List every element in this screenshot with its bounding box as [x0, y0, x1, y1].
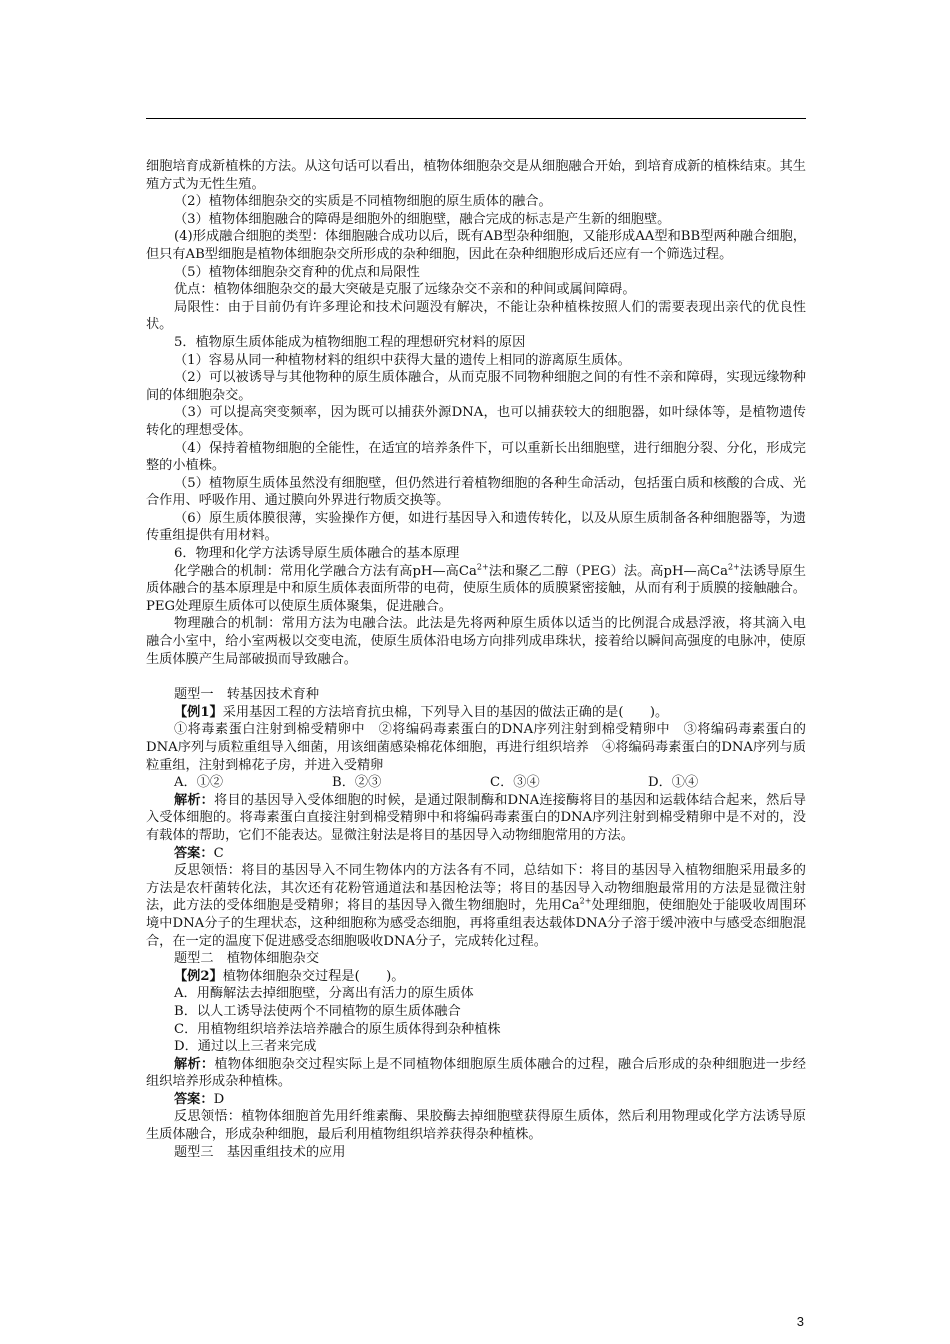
paragraph: 物理融合的机制：常用方法为电融合法。此法是先将两种原生质体以适当的比例混合成悬浮液，将其滴入电融合小室中，给小室两极以交变电流，使原生质体沿电场方向排列成串珠状，接着给以瞬间高强度的电脉冲，使原生质体膜产生局部破损而导致融合。: [146, 616, 806, 667]
question-type-heading: 题型二 植物体细胞杂交: [174, 951, 320, 967]
example-1-items: ①将毒素蛋白注射到棉受精卵中 ②将编码毒素蛋白的DNA序列注射到棉受精卵中 ③将编码毒素蛋白的DNA序列与质粒重组导入细菌，用该细菌感染棉花体细胞，再进行组织培养 ④将编码毒素蛋白的DNA序列与质粒重组，注射到棉花子房，并进入受精卵: [146, 722, 806, 773]
paragraph: （2）可以被诱导与其他物种的原生质体融合，从而克服不同物种细胞之间的有性不亲和障碍，实现远缘物种间的体细胞杂交。: [146, 370, 806, 403]
question-type-heading: 题型三 基因重组技术的应用: [174, 1144, 346, 1160]
paragraph: （1）容易从同一种植物材料的组织中获得大量的遗传上相同的游离原生质体。: [174, 352, 631, 368]
example-label: 【例2】: [174, 968, 223, 984]
example-2-reflection: 反思领悟：植物体细胞首先用纤维素酶、果胶酶去掉细胞壁获得原生质体，然后利用物理或化学方法诱导原生质体融合，形成杂种细胞，最后利用植物组织培养获得杂种植株。: [146, 1109, 806, 1143]
option: C．③④: [490, 775, 540, 791]
answer-value: C: [213, 845, 224, 861]
text-run: 反思领悟：将目的基因导入不同生物体内的方法各有不同，总结如下：将目的基因导入植物细胞采用最多的方法是农杆菌转化法，其次还有花粉管通道法和基因枪法等；将目的基因导入动物细胞最常用的方法是显微注射法，此方法的受体细胞是受精卵；将目的基因导入微生物细胞时，先用Ca: [146, 863, 806, 914]
text-run: 处理细胞，使细胞处于能吸收周围环境中DNA分子的生理状态，这种细胞称为感受态细胞，再将重组表达载体DNA分子溶于缓冲液中与感受态细胞混合，在一定的温度下促进感受态细胞吸收DNA分子，完成转化过程。: [146, 898, 807, 949]
text-run: 法诱导原生质体融合的基本原理是中和原生质体表面所带的电荷，使原生质体的质膜紧密接触，从而有利于质膜的接触融合。PEG处理原生质体可以使原生质体聚集，促进融合。: [146, 563, 806, 614]
example-1-analysis: [146, 792, 806, 845]
paragraph: （5）植物体细胞杂交育种的优点和局限性: [174, 264, 420, 280]
paragraph: （6）原生质体膜很薄，实验操作方便，如进行基因导入和遗传转化，以及从原生质制备各种细胞器等，为遗传重组提供有用材料。: [146, 510, 806, 544]
example-2-analysis: [146, 1056, 806, 1091]
answer-value: D: [213, 1091, 225, 1107]
paragraph: （5）植物原生质体虽然没有细胞壁，但仍然进行着植物细胞的各种生命活动，包括蛋白质和核酸的合成、光合作用、呼吸作用、通过膜向外界进行物质交换等。: [146, 475, 806, 509]
option: B．以人工诱导法使两个不同植物的原生质体融合: [174, 1003, 461, 1019]
paragraph: （4）保持着植物细胞的全能性，在适宜的培养条件下，可以重新长出细胞壁，进行细胞分裂、分化，形成完整的小植株。: [146, 440, 806, 474]
page-number: 3: [796, 1314, 804, 1329]
paragraph: 细胞培育成新植株的方法。从这句话可以看出，植物体细胞杂交是从细胞融合开始，到培育成新的植株结束。其生殖方式为无性生殖。: [146, 159, 806, 192]
option: D．通过以上三者来完成: [174, 1039, 317, 1055]
example-1-reflection: [146, 862, 806, 950]
section-heading: 6．物理和化学方法诱导原生质体融合的基本原理: [174, 546, 460, 562]
document-body: [146, 158, 806, 1161]
paragraph-chemical-fusion: [146, 563, 806, 616]
option: C．用植物组织培养法培养融合的原生质体得到杂种植株: [174, 1021, 501, 1037]
question-type-heading: 题型一 转基因技术育种: [174, 687, 320, 703]
paragraph: （3）植物体细胞融合的障碍是细胞外的细胞壁，融合完成的标志是产生新的细胞壁。: [174, 211, 671, 227]
example-text: 植物体细胞杂交过程是( )。: [222, 968, 405, 984]
option: A．用酶解法去掉细胞壁，分离出有活力的原生质体: [174, 986, 474, 1002]
header-rule: [146, 118, 806, 119]
analysis-label: 解析：: [174, 1056, 215, 1072]
example-2-question: [146, 968, 806, 986]
superscript: 2+: [579, 896, 592, 906]
analysis-text: 将目的基因导入受体细胞的时候，是通过限制酶和DNA连接酶将目的基因和运载体结合起来，然后导入受体细胞的。将毒素蛋白直接注射到棉受精卵中和将编码毒素蛋白的DNA序列注射到棉受精卵中是不对的，没有载体的帮助，它们不能表达。显微注射法是将目的基因导入动物细胞常用的方法。: [146, 792, 806, 843]
answer-label: 答案：: [174, 845, 214, 861]
superscript: 2+: [727, 562, 740, 572]
section-heading: 5．植物原生质体能成为植物细胞工程的理想研究材料的原因: [174, 334, 526, 350]
text-run: 化学融合的机制：常用化学融合方法有高pH—高Ca: [174, 563, 477, 579]
example-1-question: [146, 704, 806, 722]
option: A．①②: [174, 775, 224, 791]
paragraph: （3）可以提高突变频率，因为既可以捕获外源DNA，也可以捕获较大的细胞器，如叶绿体等，是植物遗传转化的理想受体。: [146, 405, 806, 438]
option: D．①④: [648, 775, 699, 791]
option: B．②③: [332, 775, 382, 791]
analysis-text: 植物体细胞杂交过程实际上是不同植物体细胞原生质体融合的过程，融合后形成的杂种细胞进一步经组织培养形成杂种植株。: [146, 1056, 806, 1090]
example-label: 【例1】: [174, 704, 223, 720]
paragraph: 局限性：由于目前仍有许多理论和技术问题没有解决，不能让杂种植株按照人们的需要表现出亲代的优良性状。: [146, 299, 806, 333]
example-1-answer: [146, 845, 806, 863]
example-2-answer: [146, 1091, 806, 1109]
paragraph: 优点：植物体细胞杂交的最大突破是克服了远缘杂交不亲和的种间或属间障碍。: [174, 282, 636, 298]
analysis-label: 解析：: [174, 792, 215, 808]
superscript: 2+: [476, 562, 489, 572]
text-run: 法和聚乙二醇（PEG）法。高pH—高Ca: [488, 563, 728, 579]
answer-label: 答案：: [174, 1091, 214, 1107]
paragraph: （2）植物体细胞杂交的实质是不同植物细胞的原生质体的融合。: [174, 194, 552, 210]
paragraph: (4)形成融合细胞的类型：体细胞融合成功以后，既有AB型杂种细胞，又能形成AA型和BB型两种融合细胞，但只有AB型细胞是植物体细胞杂交所形成的杂种细胞，因此在杂种细胞形成后还应有一个筛选过程。: [146, 229, 806, 262]
example-1-options: [146, 774, 806, 792]
example-text: 采用基因工程的方法培育抗虫棉，下列导入目的基因的做法正确的是( )。: [222, 704, 669, 720]
